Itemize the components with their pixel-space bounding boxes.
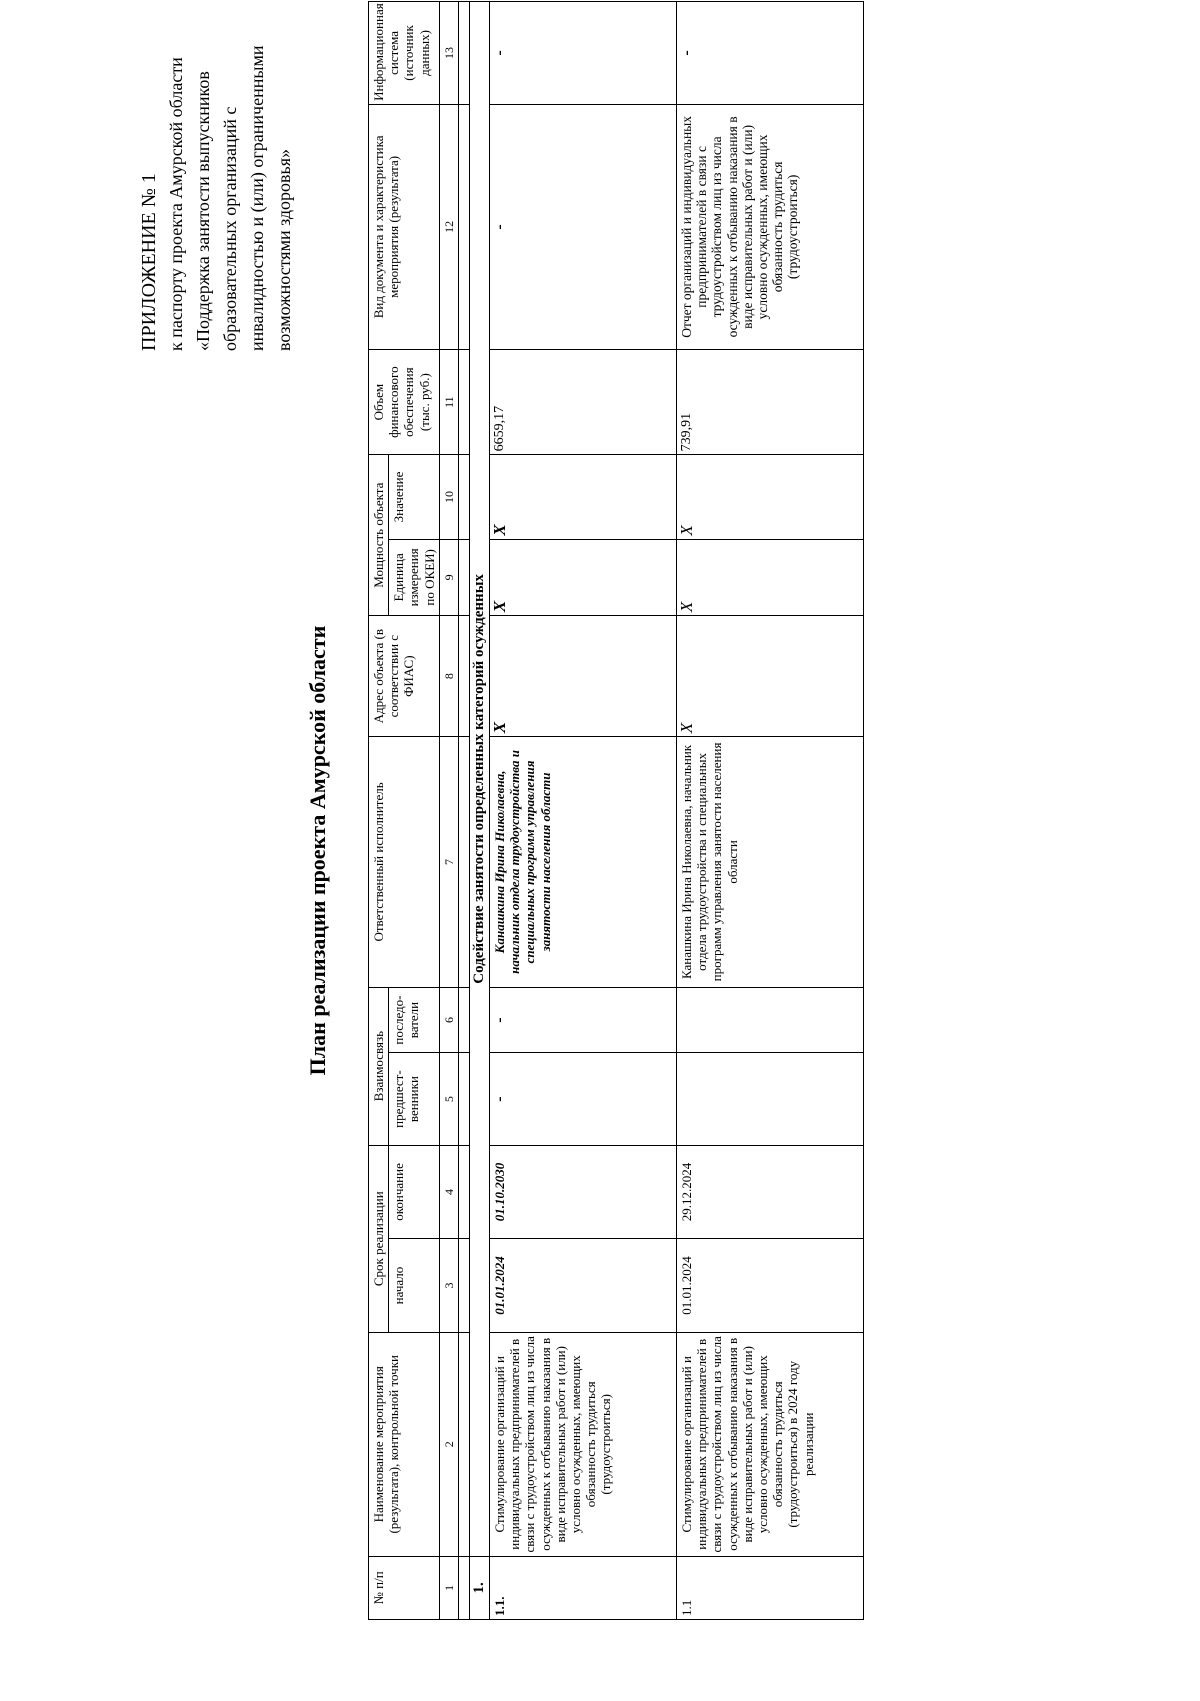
column-number: 6 bbox=[439, 987, 458, 1053]
table-row bbox=[677, 2, 864, 1620]
row-end: 29.12.2024 bbox=[677, 1145, 864, 1239]
column-number: 8 bbox=[439, 616, 458, 737]
header-address: Адрес объекта (в соответствии с ФИАС) bbox=[369, 616, 440, 737]
row-doc: Отчет организаций и индивидуальных предпринимателей в связи с трудоустройством лиц из числа осужденных к отбыванию наказания в виде исправительных работ и (или) условно осужденных, имеющих обязанность трудиться (трудоустроиться) bbox=[677, 104, 864, 349]
section-row bbox=[469, 2, 489, 1620]
row-pred: - bbox=[490, 1053, 677, 1145]
header-row-1 bbox=[369, 2, 389, 1620]
row-value: Х bbox=[490, 455, 677, 539]
column-number: 4 bbox=[439, 1145, 458, 1239]
plan-table bbox=[368, 1, 864, 1620]
appendix-line: к паспорту проекта Амурской области bbox=[166, 57, 186, 351]
column-number: 9 bbox=[439, 539, 458, 615]
row-info: - bbox=[677, 2, 864, 105]
header-num: № п/п bbox=[369, 1556, 440, 1619]
appendix-line: «Поддержка занятости выпускников bbox=[193, 71, 213, 351]
row-pred bbox=[677, 1053, 864, 1145]
column-number: 3 bbox=[439, 1239, 458, 1333]
column-number: 13 bbox=[439, 2, 458, 105]
spacer-row bbox=[458, 2, 469, 1620]
header-capacity: Мощность объекта bbox=[369, 455, 389, 616]
header-link: Взаимосвязь bbox=[369, 987, 389, 1145]
row-doc: - bbox=[490, 104, 677, 349]
row-finance: 739,91 bbox=[677, 349, 864, 454]
row-value: Х bbox=[677, 455, 864, 539]
header-value: Значение bbox=[389, 455, 440, 539]
row-name: Стимулирование организаций и индивидуальных предпринимателей в связи с трудоустройством лиц из числа осужденных к отбыванию наказания в виде исправительных работ и (или) условно осужденных, имеющих обязанность трудиться (трудоустроиться) bbox=[490, 1332, 677, 1556]
row-succ bbox=[677, 987, 864, 1053]
header-finance: Объем финансового обеспечения (тыс. руб.) bbox=[369, 349, 440, 454]
row-unit: Х bbox=[677, 539, 864, 615]
header-start: начало bbox=[389, 1239, 440, 1333]
row-responsible: Канашкина Ирина Николаевна, начальник отдела трудоустройства и специальных программ управления занятости населения области bbox=[490, 737, 677, 987]
row-unit: Х bbox=[490, 539, 677, 615]
row-start: 01.01.2024 bbox=[490, 1239, 677, 1333]
row-num: 1.1. bbox=[490, 1556, 677, 1619]
appendix-line: возможностями здоровья» bbox=[274, 148, 294, 351]
section-title: Содействие занятости определенных категорий осужденных bbox=[469, 2, 489, 1557]
row-info: - bbox=[490, 2, 677, 105]
appendix-block bbox=[136, 45, 298, 351]
row-start: 01.01.2024 bbox=[677, 1239, 864, 1333]
row-responsible: Канашкина Ирина Николаевна, начальник отдела трудоустройства и специальных программ управления занятости населения области bbox=[677, 737, 864, 987]
appendix-line: образовательных организаций с bbox=[220, 106, 240, 351]
column-number: 11 bbox=[439, 349, 458, 454]
table-row bbox=[490, 2, 677, 1620]
row-name: Стимулирование организаций и индивидуальных предпринимателей в связи с трудоустройством лиц из числа осужденных к отбыванию наказания в виде исправительных работ и (или) условно осужденных, имеющих обязанность трудиться (трудоустроиться) в 2024 году реализации bbox=[677, 1332, 864, 1556]
appendix-heading: ПРИЛОЖЕНИЕ № 1 bbox=[138, 173, 160, 351]
column-number: 5 bbox=[439, 1053, 458, 1145]
appendix-line: инвалидностью и (или) ограниченными bbox=[247, 45, 267, 351]
plan-title: План реализации проекта Амурской области bbox=[305, 625, 330, 1076]
header-unit: Единица измерения по ОКЕИ) bbox=[389, 539, 440, 615]
header-succ: последо-ватели bbox=[389, 987, 440, 1053]
column-number: 12 bbox=[439, 104, 458, 349]
header-doc: Вид документа и характеристика мероприятия (результата) bbox=[369, 104, 440, 349]
header-info: Информационная система (источник данных) bbox=[369, 2, 440, 105]
header-end: окончание bbox=[389, 1145, 440, 1239]
header-responsible: Ответственный исполнитель bbox=[369, 737, 440, 987]
row-address: Х bbox=[677, 616, 864, 737]
column-number: 10 bbox=[439, 455, 458, 539]
column-number-row bbox=[439, 2, 458, 1620]
column-number: 7 bbox=[439, 737, 458, 987]
column-number: 1 bbox=[439, 1556, 458, 1619]
header-pred: предшест-венники bbox=[389, 1053, 440, 1145]
header-name: Наименование мероприятия (результата), контрольной точки bbox=[369, 1332, 440, 1556]
row-succ: - bbox=[490, 987, 677, 1053]
header-period: Срок реализации bbox=[369, 1145, 389, 1332]
row-finance: 6659,17 bbox=[490, 349, 677, 454]
row-end: 01.10.2030 bbox=[490, 1145, 677, 1239]
column-number: 2 bbox=[439, 1332, 458, 1556]
section-num: 1. bbox=[469, 1556, 489, 1619]
row-address: Х bbox=[490, 616, 677, 737]
row-num: 1.1 bbox=[677, 1556, 864, 1619]
